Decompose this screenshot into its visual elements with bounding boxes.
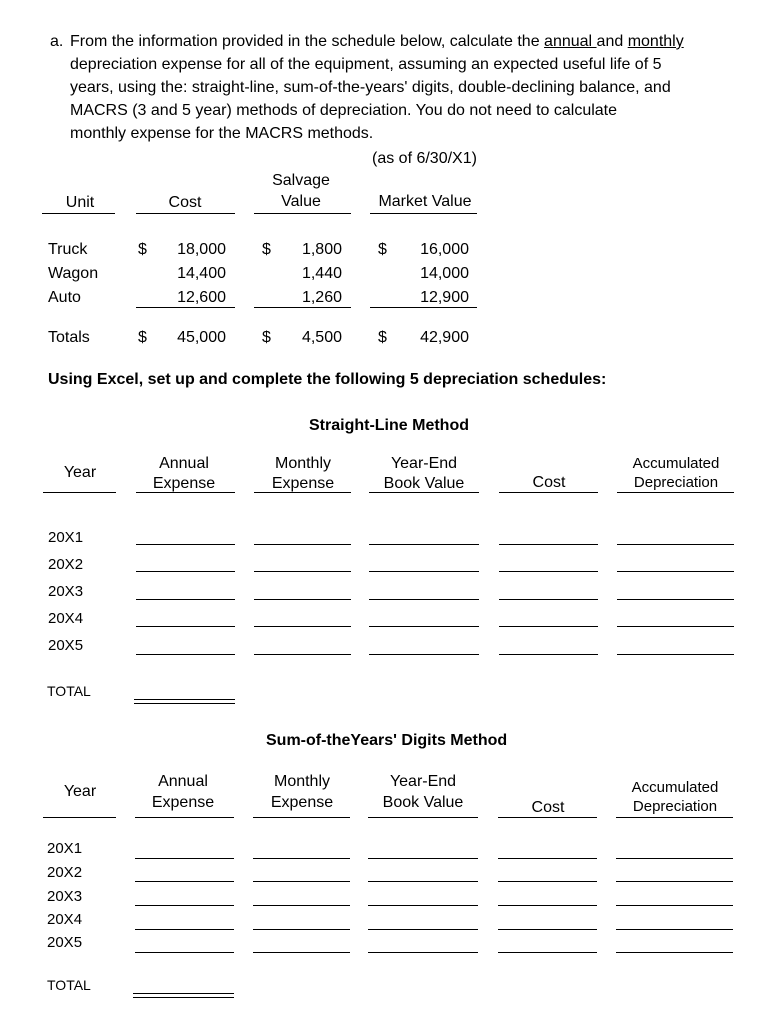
cost-header: Cost — [168, 194, 202, 211]
entry-blank[interactable] — [135, 858, 234, 859]
entry-blank[interactable] — [498, 952, 597, 953]
salvage-value: 1,800 — [301, 241, 342, 258]
cost-header-rule — [498, 817, 597, 818]
year-label: 20X2 — [47, 864, 83, 881]
year-header-rule — [43, 817, 116, 818]
soyd-title: Sum-of-theYears' Digits Method — [266, 732, 508, 749]
entry-blank[interactable] — [368, 858, 478, 859]
entry-blank[interactable] — [253, 858, 350, 859]
total-double-rule[interactable] — [134, 699, 235, 704]
market-header-rule — [370, 213, 477, 214]
total-label: TOTAL — [47, 977, 91, 993]
salvage-header-line2: Value — [281, 193, 321, 210]
cost-dollar-sign: $ — [138, 329, 147, 346]
year-header: Year — [63, 783, 97, 800]
book-value-header-line1: Year-End — [390, 455, 458, 472]
market-value: 14,000 — [420, 265, 469, 282]
instruction-line-1: From the information provided in the schedule below, calculate the annual and monthly — [70, 33, 684, 50]
entry-blank[interactable] — [136, 571, 235, 572]
totals-label: Totals — [48, 329, 90, 346]
entry-blank[interactable] — [368, 929, 478, 930]
accum-depreciation-header-line2: Depreciation — [633, 474, 719, 491]
year-label: 20X4 — [48, 610, 84, 627]
entry-blank[interactable] — [135, 881, 234, 882]
entry-blank[interactable] — [498, 905, 597, 906]
year-label: 20X1 — [48, 529, 84, 546]
excel-instruction: Using Excel, set up and complete the following 5 depreciation schedules: — [48, 371, 607, 388]
book-value-header-line1: Year-End — [389, 773, 457, 790]
salvage-value: 1,260 — [301, 289, 342, 306]
entry-blank[interactable] — [135, 929, 234, 930]
monthly-expense-header-line1: Monthly — [274, 455, 332, 472]
entry-blank[interactable] — [617, 599, 734, 600]
salvage-subtotal-rule — [254, 307, 351, 308]
entry-blank[interactable] — [135, 952, 234, 953]
entry-blank[interactable] — [135, 905, 234, 906]
monthly-header-rule — [253, 817, 350, 818]
entry-blank[interactable] — [499, 626, 598, 627]
salvage-dollar-sign: $ — [262, 329, 271, 346]
entry-blank[interactable] — [498, 929, 597, 930]
annual-expense-header-line1: Annual — [158, 773, 208, 790]
book-value-header-rule — [368, 817, 478, 818]
cost-header: Cost — [532, 474, 566, 491]
instruction-line-4: MACRS (3 and 5 year) methods of depreciation. You do not need to calculate — [70, 102, 618, 119]
straight-line-title: Straight-Line Method — [309, 417, 469, 434]
entry-blank[interactable] — [136, 654, 235, 655]
cost-total: 45,000 — [177, 329, 226, 346]
entry-blank[interactable] — [617, 654, 734, 655]
entry-blank[interactable] — [136, 544, 235, 545]
accum-depreciation-header-line1: Accumulated — [631, 779, 719, 796]
entry-blank[interactable] — [616, 858, 733, 859]
entry-blank[interactable] — [254, 654, 351, 655]
year-label: 20X3 — [48, 583, 84, 600]
entry-blank[interactable] — [616, 905, 733, 906]
accum-header-rule — [616, 817, 733, 818]
entry-blank[interactable] — [498, 881, 597, 882]
entry-blank[interactable] — [253, 952, 350, 953]
accum-depreciation-header-line2: Depreciation — [632, 798, 718, 815]
annual-header-rule — [135, 817, 234, 818]
market-subtotal-rule — [370, 307, 477, 308]
salvage-total: 4,500 — [301, 329, 342, 346]
entry-blank[interactable] — [369, 599, 479, 600]
cost-subtotal-rule — [136, 307, 235, 308]
entry-blank[interactable] — [254, 626, 351, 627]
salvage-value: 1,440 — [301, 265, 342, 282]
entry-blank[interactable] — [136, 626, 235, 627]
annual-header-rule — [136, 492, 235, 493]
entry-blank[interactable] — [499, 599, 598, 600]
year-label: 20X1 — [47, 840, 83, 857]
salvage-dollar-sign: $ — [262, 241, 271, 258]
market-dollar-sign: $ — [378, 241, 387, 258]
market-value: 16,000 — [420, 241, 469, 258]
monthly-header-rule — [254, 492, 351, 493]
year-label: 20X3 — [47, 888, 83, 905]
unit-header: Unit — [65, 194, 95, 211]
cost-value: 18,000 — [177, 241, 226, 258]
entry-blank[interactable] — [617, 544, 734, 545]
instruction-marker: a. — [50, 33, 64, 50]
entry-blank[interactable] — [368, 952, 478, 953]
entry-blank[interactable] — [617, 626, 734, 627]
market-total: 42,900 — [420, 329, 469, 346]
salvage-header-rule — [254, 213, 351, 214]
year-label: 20X4 — [47, 911, 83, 928]
market-value: 12,900 — [420, 289, 469, 306]
entry-blank[interactable] — [254, 571, 351, 572]
annual-expense-header-line2: Expense — [151, 794, 215, 811]
entry-blank[interactable] — [499, 571, 598, 572]
entry-blank[interactable] — [368, 905, 478, 906]
book-value-header-line2: Book Value — [383, 475, 465, 492]
unit-name: Wagon — [48, 265, 99, 282]
entry-blank[interactable] — [369, 626, 479, 627]
accum-depreciation-header-line1: Accumulated — [632, 455, 720, 472]
entry-blank[interactable] — [616, 929, 733, 930]
year-header-rule — [43, 492, 116, 493]
instruction-line-3: years, using the: straight-line, sum-of-the-years' digits, double-declining balance, and — [70, 79, 671, 96]
instruction-line-2: depreciation expense for all of the equipment, assuming an expected useful life of 5 — [70, 56, 662, 73]
entry-blank[interactable] — [253, 929, 350, 930]
cost-header-rule — [499, 492, 598, 493]
total-double-rule[interactable] — [133, 993, 234, 998]
market-dollar-sign: $ — [378, 329, 387, 346]
entry-blank[interactable] — [369, 654, 479, 655]
entry-blank[interactable] — [498, 858, 597, 859]
year-label: 20X5 — [47, 934, 83, 951]
entry-blank[interactable] — [254, 544, 351, 545]
as-of-date: (as of 6/30/X1) — [372, 150, 477, 167]
market-value-header: Market Value — [378, 193, 472, 210]
unit-header-rule — [42, 213, 115, 214]
entry-blank[interactable] — [499, 654, 598, 655]
entry-blank[interactable] — [254, 599, 351, 600]
cost-header-rule — [136, 213, 235, 214]
instruction-line-5: monthly expense for the MACRS methods. — [70, 125, 374, 142]
entry-blank[interactable] — [369, 571, 479, 572]
year-label: 20X2 — [48, 556, 84, 573]
entry-blank[interactable] — [253, 881, 350, 882]
salvage-header-line1: Salvage — [272, 172, 330, 189]
unit-name: Truck — [48, 241, 88, 258]
book-value-header-rule — [369, 492, 479, 493]
monthly-expense-header-line2: Expense — [271, 475, 335, 492]
entry-blank[interactable] — [616, 881, 733, 882]
entry-blank[interactable] — [368, 881, 478, 882]
cost-value: 14,400 — [177, 265, 226, 282]
accum-header-rule — [617, 492, 734, 493]
entry-blank[interactable] — [253, 905, 350, 906]
entry-blank[interactable] — [369, 544, 479, 545]
book-value-header-line2: Book Value — [382, 794, 464, 811]
annual-expense-header-line2: Expense — [152, 475, 216, 492]
year-header: Year — [63, 464, 97, 481]
unit-name: Auto — [48, 289, 81, 306]
annual-expense-header-line1: Annual — [159, 455, 209, 472]
cost-dollar-sign: $ — [138, 241, 147, 258]
entry-blank[interactable] — [617, 571, 734, 572]
total-label: TOTAL — [47, 683, 91, 699]
entry-blank[interactable] — [616, 952, 733, 953]
monthly-expense-header-line1: Monthly — [273, 773, 331, 790]
year-label: 20X5 — [48, 637, 84, 654]
cost-value: 12,600 — [177, 289, 226, 306]
monthly-expense-header-line2: Expense — [270, 794, 334, 811]
entry-blank[interactable] — [499, 544, 598, 545]
cost-header: Cost — [531, 799, 565, 816]
entry-blank[interactable] — [136, 599, 235, 600]
